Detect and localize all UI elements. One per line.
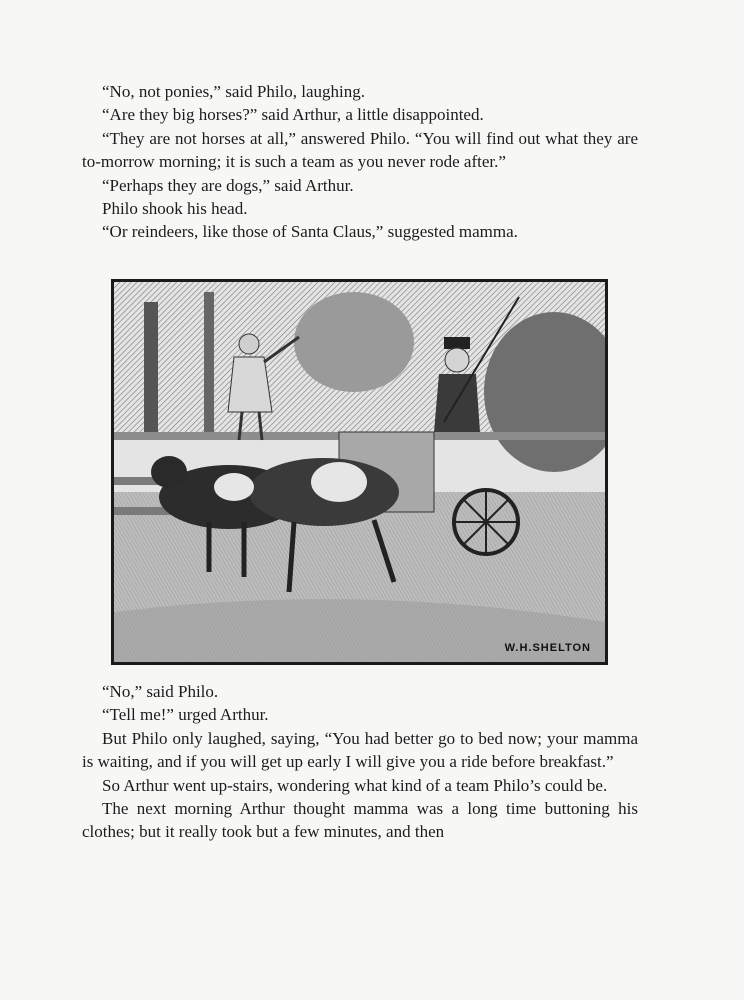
paragraph: So Arthur went up-stairs, wondering what kind of a team Philo’s could be. [102, 775, 608, 795]
paragraph: “No, not ponies,” said Philo, laughing. [102, 82, 366, 101]
paragraph: “Perhaps they are dogs,” said Arthur. [102, 175, 354, 195]
paragraph: Philo shook his head. [102, 199, 248, 219]
top-text-block [82, 80, 638, 244]
paragraph: “Tell me!” urged Arthur. [102, 705, 269, 725]
paragraph: “No,” said Philo. [102, 682, 219, 701]
engraving-drawing [114, 282, 605, 662]
paragraph: “Or reindeers, like those of Santa Claus,” suggested mamma. [102, 222, 518, 242]
paragraph: But Philo only laughed, saying, “You had better go to bed now; your mamma is waiting, and if you will get up early I will give you a ride before breakfast.” [82, 728, 638, 772]
engraving-illustration [111, 279, 608, 665]
paragraph: “Are they big horses?” said Arthur, a little disappointed. [102, 105, 484, 125]
paragraph: “They are not horses at all,” answered Philo. “You will find out what they are to-morrow morning; it is such a team as you never rode after.” [82, 128, 638, 172]
paragraph: The next morning Arthur thought mamma was a long time buttoning his clothes; but it really took but a few minutes, and then [82, 799, 638, 842]
artist-signature: W.H.SHELTON [504, 642, 591, 654]
bottom-text-block [82, 680, 638, 844]
